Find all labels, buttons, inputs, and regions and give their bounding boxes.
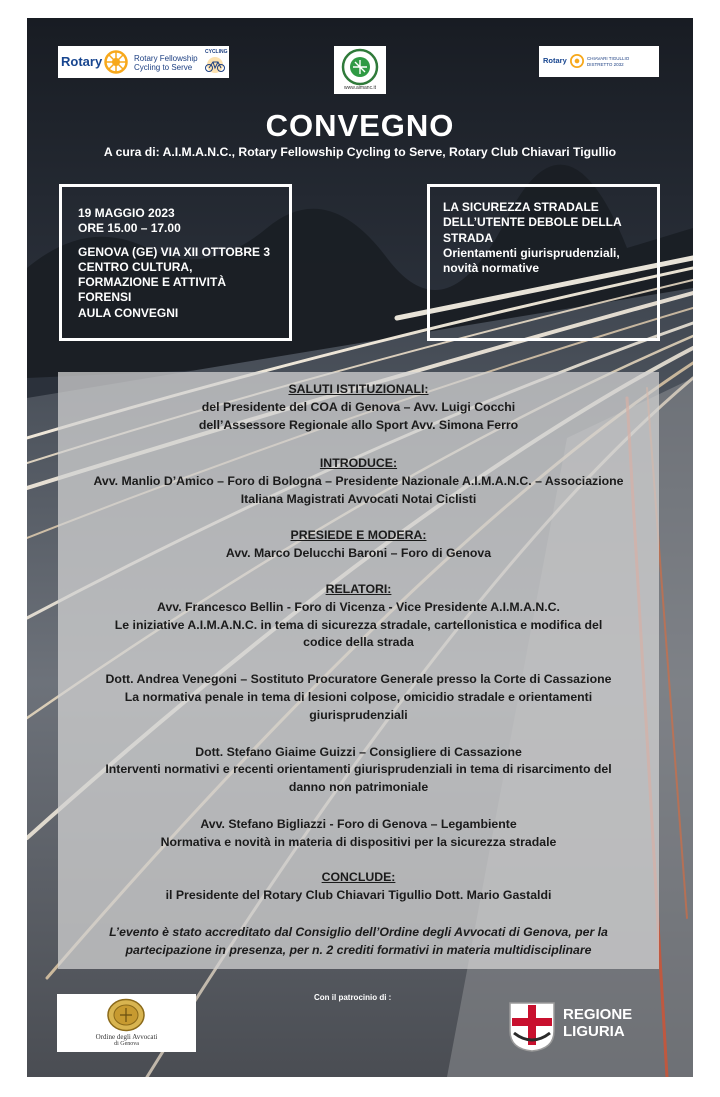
conclude-section: CONCLUDE: il Presidente del Rotary Club Chiavari Tigullio Dott. Mario Gastaldi	[58, 869, 659, 905]
ordine-avvocati-logo	[57, 994, 196, 1052]
poster	[27, 18, 693, 1077]
speaker-line: Le iniziative A.I.M.A.N.C. in tema di sicurezza stradale, cartellonistica e modifica del	[114, 617, 603, 632]
rotary-club-text: CHIAVARI TIGULLIO DISTRETTO 2032	[587, 56, 630, 67]
ordine-line2: di Genova	[114, 1041, 139, 1047]
event-time: ORE 15.00 – 17.00	[78, 221, 181, 236]
topic-subtitle-line: novità normative	[443, 261, 540, 276]
ordine-line1: Ordine degli Avvocati	[95, 1033, 158, 1041]
speaker-line: Avv. Stefano Bigliazzi - Foro di Genova – Legambiente	[200, 816, 517, 831]
program-panel	[58, 372, 659, 969]
topic-title-line: LA SICUREZZA STRADALE	[443, 200, 599, 214]
cycling-badge: CYCLING	[205, 49, 228, 55]
regione-shield-icon	[508, 1001, 556, 1053]
rotary-club-logo	[539, 46, 659, 77]
page-title: CONVEGNO	[265, 108, 455, 143]
topic-subtitle-line: Orientamenti giurisprudenziali,	[443, 245, 620, 260]
rotary-club-wheel-icon	[570, 54, 584, 68]
event-location-line: FORENSI	[78, 290, 132, 305]
introduce-section: INTRODUCE: Avv. Manlio D’Amico – Foro di Bologna – Presidente Nazionale A.I.M.A.N.C. – Associazione Italiana Magistrati Avvocati Notai Ciclisti	[58, 455, 659, 508]
regione-line2: LIGURIA	[563, 1023, 625, 1040]
accreditation-note: L’evento è stato accreditato dal Consiglio dell’Ordine degli Avvocati di Genova, per la partecipazione in presenza, per n. 2 crediti formativi in materia multidisciplinare	[109, 925, 608, 957]
speaker-line: La normativa penale in tema di lesioni colpose, omicidio stradale e orientamenti	[124, 689, 593, 704]
section-heading: CONCLUDE:	[321, 870, 396, 884]
rotary-club-brand: Rotary	[543, 56, 567, 65]
regione-liguria-logo	[508, 1001, 658, 1051]
speaker-line: danno non patrimoniale	[288, 780, 429, 795]
topic-title-line: STRADA	[443, 230, 493, 245]
speaker-line: giurisprudenziali	[309, 707, 408, 722]
section-heading: SALUTI ISTITUZIONALI:	[288, 382, 429, 396]
bicycle-icon	[204, 56, 226, 74]
event-location-line: CENTRO CULTURA,	[78, 259, 193, 274]
section-heading: INTRODUCE:	[319, 456, 398, 470]
aimanc-caption: www.aimanc.it	[344, 85, 376, 91]
rotary-brand: Rotary	[61, 54, 103, 69]
event-location-line: FORMAZIONE E ATTIVITÀ	[78, 275, 226, 290]
event-location-line: GENOVA (GE) VIA XII OTTOBRE 3	[78, 244, 271, 259]
event-date: 19 MAGGIO 2023	[78, 206, 175, 220]
saluti-section: SALUTI ISTITUZIONALI: del Presidente del COA di Genova – Avv. Luigi Cocchi dell’Assessore Regionale allo Sport Avv. Simona Ferro	[58, 381, 659, 434]
page-subtitle: A cura di: A.I.M.A.N.C., Rotary Fellowship Cycling to Serve, Rotary Club Chiavari Tigullio	[103, 145, 617, 159]
speaker-line: Dott. Andrea Venegoni – Sostituto Procuratore Generale presso la Corte di Cassazione	[105, 672, 612, 687]
speaker-line: Normativa e novità in materia di dispositivi per la sicurezza stradale	[160, 834, 557, 849]
rotary-fellowship-logo	[58, 46, 229, 78]
event-location-line: AULA CONVEGNI	[78, 305, 179, 320]
topic-box	[427, 184, 660, 341]
fellowship-text: Rotary Fellowship Cycling to Serve	[134, 54, 198, 72]
speaker-line: Dott. Stefano Giaime Guizzi – Consigliere di Cassazione	[195, 744, 522, 759]
aimanc-logo	[334, 46, 386, 94]
ordine-seal-icon	[106, 998, 146, 1032]
patrocinio-label: Con il patrocinio di :	[314, 993, 392, 1002]
speaker-line: codice della strada	[303, 635, 414, 650]
speaker-line: Interventi normativi e recenti orientamenti giurisprudenziali in tema di risarcimento del	[105, 762, 612, 777]
section-heading: RELATORI:	[325, 582, 392, 596]
topic-title-line: DELL’UTENTE DEBOLE DELLA	[443, 215, 622, 230]
relatori-section	[58, 581, 659, 852]
aimanc-emblem-icon	[340, 48, 380, 86]
presiede-section: PRESIEDE E MODERA: Avv. Marco Delucchi Baroni – Foro di Genova	[58, 527, 659, 563]
event-info-box	[59, 184, 292, 341]
speaker-line: Avv. Francesco Bellin - Foro di Vicenza - Vice Presidente A.I.M.A.N.C.	[157, 599, 560, 614]
rotary-wheel-icon	[104, 50, 128, 74]
section-heading: PRESIEDE E MODERA:	[290, 528, 427, 542]
regione-line1: REGIONE	[563, 1006, 633, 1023]
